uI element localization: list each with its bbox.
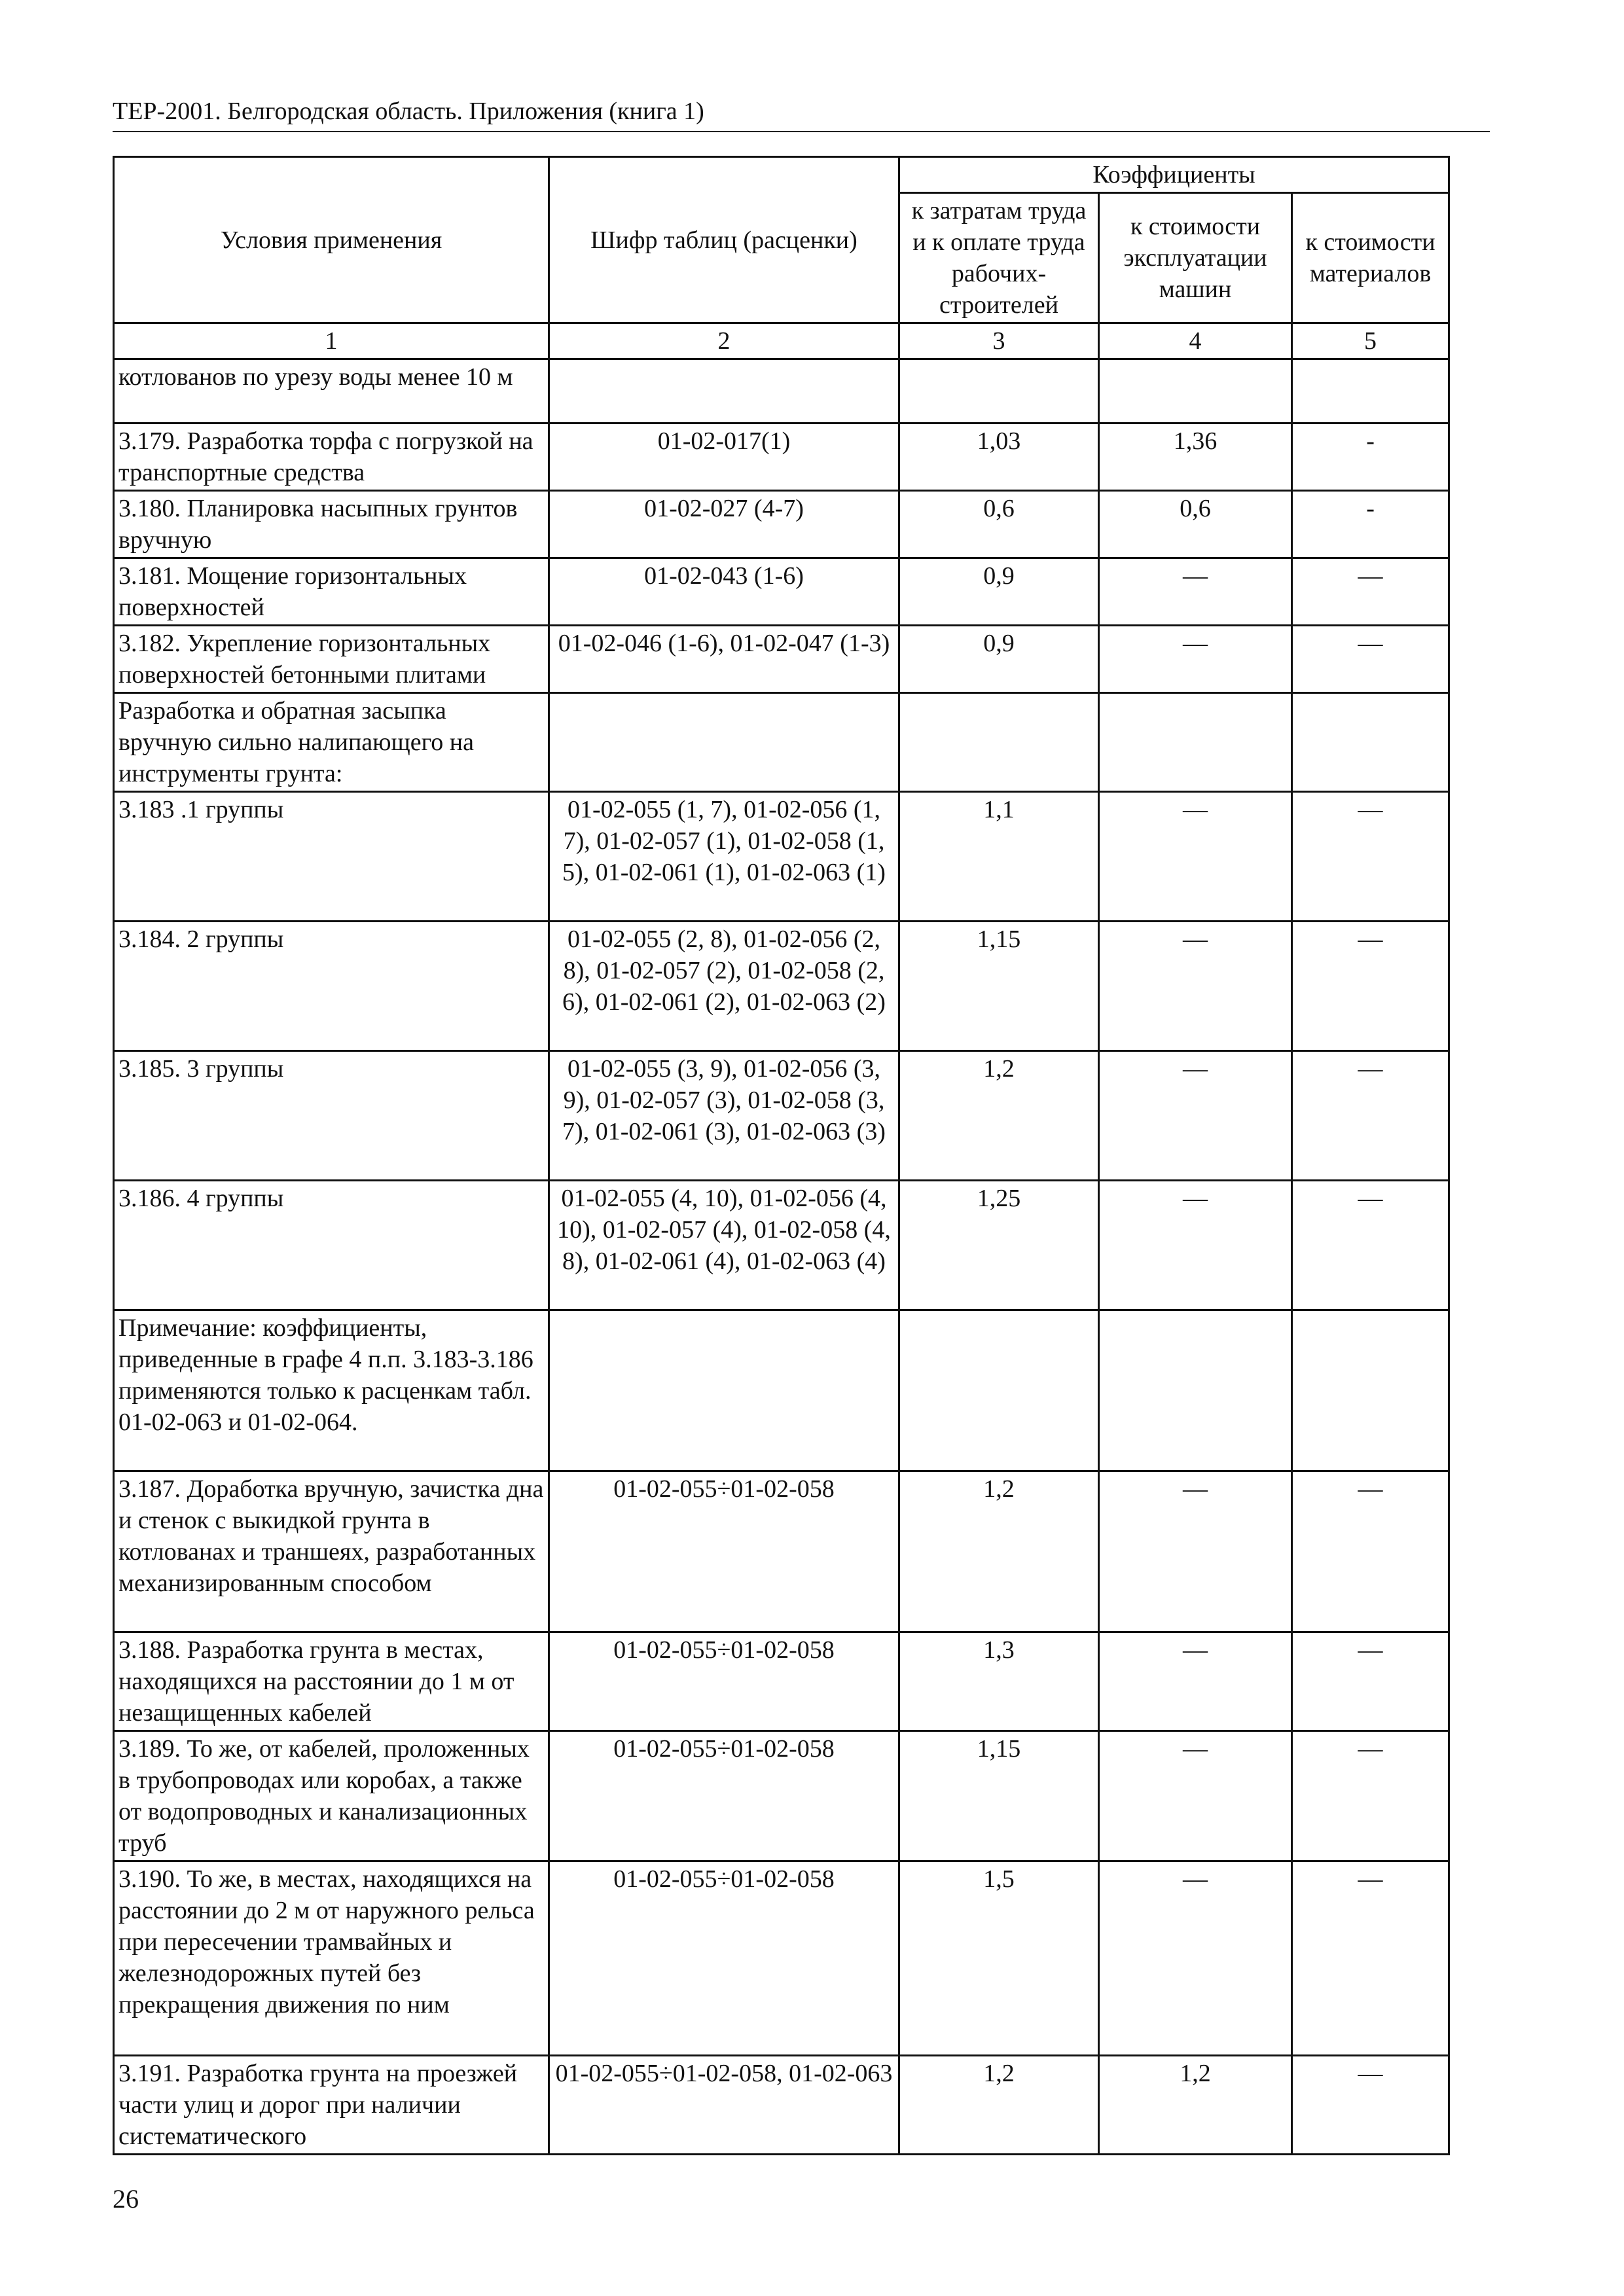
labor-coefficient-cell: 1,1 [899,792,1099,922]
table-row [114,2056,1449,2155]
machine-coefficient-cell: — [1099,1632,1292,1731]
machine-coefficient-cell: — [1099,792,1292,922]
condition-cell: 3.180. Планировка насыпных грунтов вручную [114,491,549,558]
header-table-code: Шифр таблиц (расценки) [549,157,899,323]
labor-coefficient-cell [899,1310,1099,1471]
material-coefficient-cell: — [1292,1471,1449,1632]
table-code-cell: 01-02-055÷01-02-058 [549,1861,899,2056]
table-row [114,1471,1449,1632]
condition-cell: 3.190. То же, в местах, находящихся на расстоянии до 2 м от наружного рельса при пересечении трамвайных и железнодорожных путей без прекращения движения по ним [114,1861,549,2056]
column-number: 2 [549,323,899,359]
table-row [114,558,1449,626]
table-row [114,792,1449,922]
header-material-coefficient: к стоимости материалов [1292,193,1449,323]
machine-coefficient-cell: — [1099,1471,1292,1632]
material-coefficient-cell: — [1292,1861,1449,2056]
table-row [114,1632,1449,1731]
header-labor-coefficient: к затратам труда и к оплате труда рабочих-строителей [899,193,1099,323]
table-row [114,922,1449,1051]
table-code-cell: 01-02-055÷01-02-058, 01-02-063 [549,2056,899,2155]
table-row [114,491,1449,558]
material-coefficient-cell: - [1292,491,1449,558]
condition-cell: Разработка и обратная засыпка вручную сильно налипающего на инструменты грунта: [114,693,549,792]
machine-coefficient-cell: — [1099,626,1292,693]
labor-coefficient-cell: 1,2 [899,1051,1099,1181]
table-code-cell: 01-02-055 (1, 7), 01-02-056 (1, 7), 01-02-057 (1), 01-02-058 (1, 5), 01-02-061 (1), 01-02-063 (1) [549,792,899,922]
labor-coefficient-cell: 0,9 [899,558,1099,626]
header-coefficients: Коэффициенты [899,157,1449,193]
machine-coefficient-cell: — [1099,922,1292,1051]
labor-coefficient-cell: 1,2 [899,1471,1099,1632]
labor-coefficient-cell: 1,3 [899,1632,1099,1731]
labor-coefficient-cell: 0,9 [899,626,1099,693]
table-code-cell: 01-02-055÷01-02-058 [549,1731,899,1861]
column-number: 5 [1292,323,1449,359]
labor-coefficient-cell: 1,5 [899,1861,1099,2056]
material-coefficient-cell: — [1292,626,1449,693]
table-row [114,423,1449,491]
labor-coefficient-cell: 1,25 [899,1181,1099,1310]
material-coefficient-cell: — [1292,558,1449,626]
machine-coefficient-cell [1099,693,1292,792]
machine-coefficient-cell: — [1099,1181,1292,1310]
table-row [114,1731,1449,1861]
table-row [114,359,1449,423]
condition-cell: 3.189. То же, от кабелей, проложенных в трубопроводах или коробах, а также от водопроводных и канализационных труб [114,1731,549,1861]
condition-cell: 3.179. Разработка торфа с погрузкой на транспортные средства [114,423,549,491]
table-code-cell: 01-02-055 (3, 9), 01-02-056 (3, 9), 01-02-057 (3), 01-02-058 (3, 7), 01-02-061 (3), 01-02-063 (3) [549,1051,899,1181]
condition-cell: 3.191. Разработка грунта на проезжей части улиц и дорог при наличии систематического [114,2056,549,2155]
table-code-cell [549,1310,899,1471]
table-code-cell: 01-02-027 (4-7) [549,491,899,558]
header-machine-coefficient: к стоимости эксплуатации машин [1099,193,1292,323]
condition-cell: Примечание: коэффициенты, приведенные в графе 4 п.п. 3.183-3.186 применяются только к расценкам табл. 01-02-063 и 01-02-064. [114,1310,549,1471]
material-coefficient-cell [1292,1310,1449,1471]
column-number: 1 [114,323,549,359]
labor-coefficient-cell: 0,6 [899,491,1099,558]
condition-cell: 3.186. 4 группы [114,1181,549,1310]
table-row [114,693,1449,792]
table-code-cell: 01-02-055 (4, 10), 01-02-056 (4, 10), 01-02-057 (4), 01-02-058 (4, 8), 01-02-061 (4), 01-02-063 (4) [549,1181,899,1310]
machine-coefficient-cell: 1,36 [1099,423,1292,491]
labor-coefficient-cell: 1,15 [899,1731,1099,1861]
table-code-cell: 01-02-017(1) [549,423,899,491]
column-number: 4 [1099,323,1292,359]
labor-coefficient-cell [899,359,1099,423]
condition-cell: 3.181. Мощение горизонтальных поверхностей [114,558,549,626]
machine-coefficient-cell: — [1099,1051,1292,1181]
material-coefficient-cell: — [1292,2056,1449,2155]
table-row [114,1861,1449,2056]
machine-coefficient-cell [1099,1310,1292,1471]
material-coefficient-cell [1292,359,1449,423]
material-coefficient-cell: — [1292,922,1449,1051]
table-code-cell: 01-02-055÷01-02-058 [549,1632,899,1731]
table-code-cell [549,359,899,423]
table-code-cell [549,693,899,792]
condition-cell: 3.185. 3 группы [114,1051,549,1181]
condition-cell: 3.187. Доработка вручную, зачистка дна и стенок с выкидкой грунта в котлованах и траншеях, разработанных механизированным способом [114,1471,549,1632]
table-row [114,626,1449,693]
material-coefficient-cell: — [1292,1181,1449,1310]
condition-cell: котлованов по урезу воды менее 10 м [114,359,549,423]
condition-cell: 3.183 .1 группы [114,792,549,922]
page-number: 26 [113,2184,139,2214]
coefficients-table [113,156,1450,2155]
machine-coefficient-cell: — [1099,558,1292,626]
material-coefficient-cell: — [1292,792,1449,922]
table-code-cell: 01-02-055 (2, 8), 01-02-056 (2, 8), 01-02-057 (2), 01-02-058 (2, 6), 01-02-061 (2), 01-02-063 (2) [549,922,899,1051]
page-header: ТЕР-2001. Белгородская область. Приложения (книга 1) [113,98,704,125]
labor-coefficient-cell [899,693,1099,792]
table-code-cell: 01-02-046 (1-6), 01-02-047 (1-3) [549,626,899,693]
table-row [114,1051,1449,1181]
labor-coefficient-cell: 1,15 [899,922,1099,1051]
machine-coefficient-cell: — [1099,1861,1292,2056]
condition-cell: 3.182. Укрепление горизонтальных поверхностей бетонными плитами [114,626,549,693]
material-coefficient-cell: — [1292,1731,1449,1861]
machine-coefficient-cell [1099,359,1292,423]
labor-coefficient-cell: 1,2 [899,2056,1099,2155]
labor-coefficient-cell: 1,03 [899,423,1099,491]
table-row [114,1181,1449,1310]
machine-coefficient-cell: 0,6 [1099,491,1292,558]
material-coefficient-cell: — [1292,1632,1449,1731]
material-coefficient-cell [1292,693,1449,792]
condition-cell: 3.188. Разработка грунта в местах, находящихся на расстоянии до 1 м от незащищенных кабелей [114,1632,549,1731]
material-coefficient-cell: - [1292,423,1449,491]
machine-coefficient-cell: — [1099,1731,1292,1861]
column-number: 3 [899,323,1099,359]
material-coefficient-cell: — [1292,1051,1449,1181]
table-code-cell: 01-02-043 (1-6) [549,558,899,626]
header-rule [113,131,1490,132]
table-row [114,1310,1449,1471]
condition-cell: 3.184. 2 группы [114,922,549,1051]
machine-coefficient-cell: 1,2 [1099,2056,1292,2155]
table-code-cell: 01-02-055÷01-02-058 [549,1471,899,1632]
header-conditions: Условия применения [114,157,549,323]
